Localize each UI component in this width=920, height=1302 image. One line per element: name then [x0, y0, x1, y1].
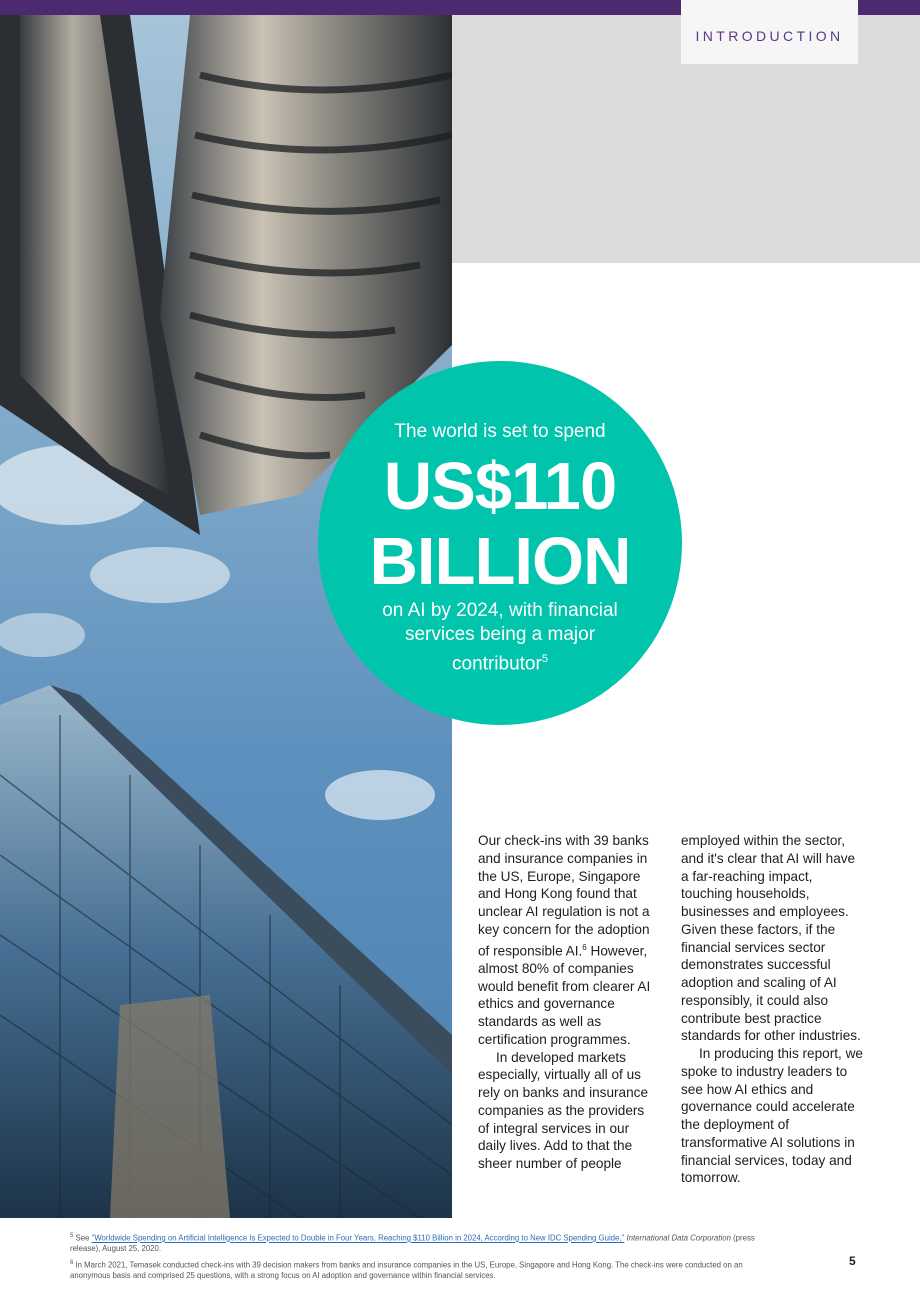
- footnote-prefix: See: [75, 1233, 92, 1243]
- footnote-6: [70, 1258, 782, 1282]
- footnote-ref-5[interactable]: 5: [541, 653, 548, 665]
- callout-tail-text: on AI by 2024, with financial services being a major contributor: [382, 600, 618, 675]
- body-paragraph: [478, 832, 658, 1049]
- body-text: Our check-ins with 39 banks and insurance companies in the US, Europe, Singapore and Hong Kong found that unclear AI regulation is not a key concern for the adoption of responsible AI.: [478, 833, 650, 959]
- callout-amount-unit: BILLION: [369, 524, 631, 599]
- section-tab: [681, 0, 858, 64]
- body-text: However, almost 80% of companies would benefit from clearer AI ethics and governance standards as well as certification programmes.: [478, 943, 651, 1047]
- body-paragraph: employed within the sector, and it's clear that AI will have a far-reaching impact, touching households, businesses and employees. Given these factors, if the financial services sector demonstrates successful adoption and scaling of AI responsibly, it could also contribute best practice standards for other industries.: [681, 833, 861, 1044]
- footnote-number: 6: [70, 1260, 74, 1266]
- footnote-text: In March 2021, Temasek conducted check-ins with 39 decision makers from banks and insurance companies in the US, Europe, Singapore and Hong Kong. The check-ins were conducted on an anonymous basis and comprised 25 questions, with a strong focus on AI adoption and governance within financial services.: [70, 1260, 743, 1281]
- body-paragraph: In producing this report, we spoke to industry leaders to see how AI ethics and governance could accelerate the deployment of transformative AI solutions in financial services, today and tomorrow.: [681, 1046, 863, 1186]
- page-number: 5: [849, 1254, 856, 1268]
- callout-lead: The world is set to spend: [394, 421, 606, 442]
- idc-report-link[interactable]: "Worldwide Spending on Artificial Intelligence Is Expected to Double in Four Years, Reaching $110 Billion in 2024, According to New IDC Spending Guide,": [91, 1233, 625, 1243]
- callout-amount: US$110: [383, 449, 617, 524]
- body-column-1: [478, 832, 658, 1173]
- section-label: INTRODUCTION: [695, 28, 844, 44]
- body-column-2: [681, 832, 866, 1187]
- footnote-suffix: (press release), August 25, 2020.: [70, 1233, 755, 1254]
- body-paragraph: In developed markets especially, virtually all of us rely on banks and insurance companies as the providers of integral services in our daily lives. Add to that the sheer number of people: [478, 1049, 649, 1172]
- footnote-number: 5: [70, 1233, 74, 1239]
- footnote-source: International Data Corporation: [624, 1233, 731, 1243]
- callout-tail: [358, 599, 642, 676]
- footnote-ref-6[interactable]: 6: [582, 942, 587, 952]
- spending-callout: [318, 361, 682, 725]
- footnote-5: [70, 1231, 782, 1255]
